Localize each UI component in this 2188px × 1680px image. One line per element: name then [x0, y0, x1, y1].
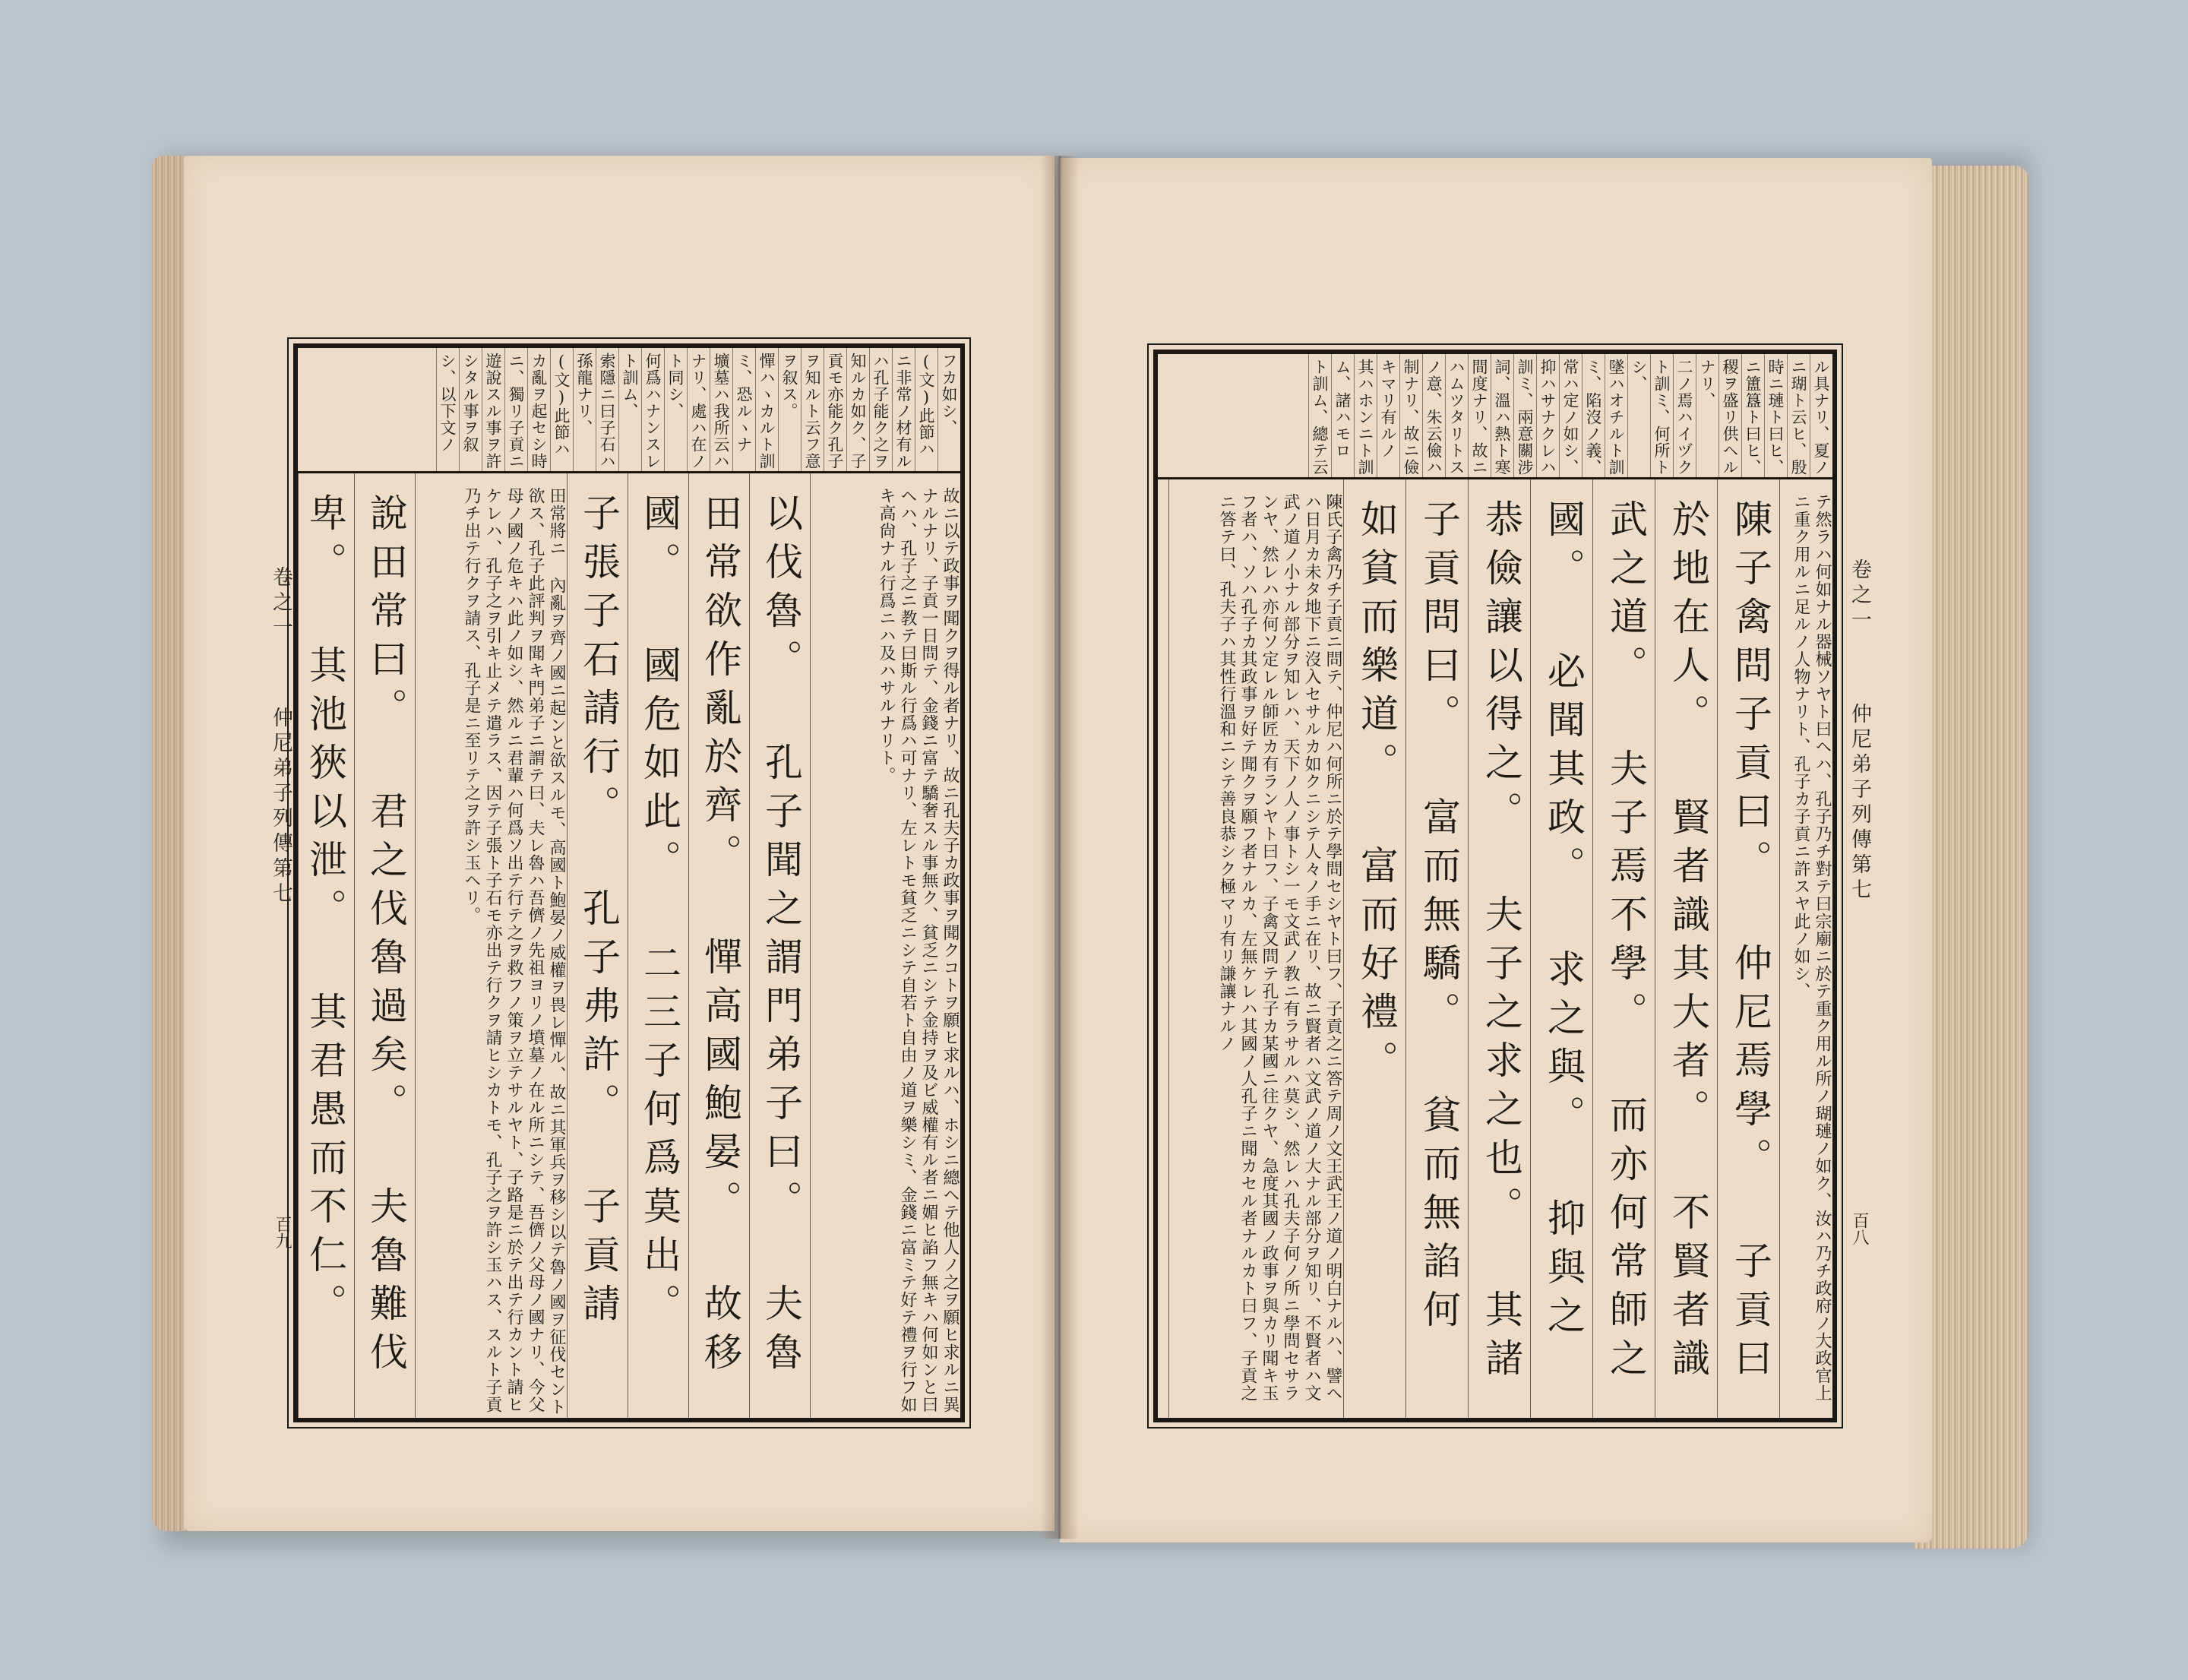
- headnote: ト訓ミ、何所ト: [1650, 354, 1673, 477]
- book-gutter: [1041, 156, 1079, 1539]
- headnote: ト訓ム、總テ云: [1308, 354, 1331, 477]
- headnote: ニ瑚ト云ヒ、殷: [1787, 354, 1810, 477]
- left-margin-title: 仲尼弟子列傳第七: [269, 707, 292, 907]
- headnote: ト訓ム、: [618, 348, 641, 471]
- headnote: ハ孔子能ク之ヲ: [869, 348, 892, 471]
- headnote: 貢モ亦能ク孔子: [824, 348, 846, 471]
- text-column: 以伐魯。 孔子聞之謂門弟子曰。 夫魯: [749, 473, 810, 1418]
- headnote: フカ如シ、: [937, 348, 960, 471]
- commentary-column: 田常將ニ 內亂ヲ齊ノ國ニ起ンと欲スルモ、高國ト鮑晏ノ威權ヲ畏レ憚ル、故ニ其軍兵ヲ移シ以テ魯ノ國ヲ征伐セント欲ス、孔子此評判ヲ聞キ門弟子ニ謂テ曰、夫レ魯ハ吾儕ノ先祖ヨリノ墳墓ノ在ル所ニシテ、吾儕ノ父母ノ國ナリ、今父母ノ國ノ危キハ此ノ如シ、然ルニ君輩ハ何爲ソ出テ行テ之ヲ救フノ策ヲ立テサルヤト、子路是ニ於テ出テ行カント請ヒケレハ、孔子之ヲ引キ止メテ遣ラス、因テ子張ト子石モ亦出テ行クヲ請ヒシカトモ、孔子之ヲ許シ玉ハス、スルト子貢乃チ出テ行クヲ請ス、孔子是ニ至リテ之ヲ許シ玉ヘリ。: [415, 473, 567, 1418]
- headnote: ミ、恐ルヽナ: [732, 348, 755, 471]
- headnote: ニ非常ノ材有ル: [892, 348, 915, 471]
- left-text-frame: [293, 343, 965, 1422]
- text-column: 子貢問曰。 富而無驕。 貧而無諂何: [1405, 479, 1468, 1418]
- text-column: 田常欲作亂於齊。 憚高國鮑晏。 故移: [688, 473, 749, 1418]
- headnote: キマリ有ルノ: [1377, 354, 1399, 477]
- headnote: (文)此節ハ: [915, 348, 937, 471]
- commentary-column: 陳氏子禽乃チ子貢ニ問テ、仲尼ハ何所ニ於テ學問セシヤト曰フ、子貢之ニ答テ周ノ文王武王ノ道ノ明白ナルハ、譬ヘハ日月カ未タ地下ニ沒入セサルカ如クニシテ人々ノ手ニ在リ、故ニ賢者ハ文武ノ道ノ大ナル部分ヲ知リ、不賢者ハ文武ノ道ノ小ナル部分ヲ知レハ、天下ノ人ノ事トシ一モ文武ノ教ニ有ラサルハ莫シ、然レハ孔夫子何ノ所ニ學問セサランヤ、然レハ亦何ソ定レル師匠カ有ランヤト曰フ、子禽又問テ孔子カ某國ニ往クヤ、急度其國ノ政事ヲ與カリ聞キ玉フ者ハ、ソハ孔子カ其政事ヲ好テ聞クヲ願フ者ナルカ、左無ケレハ其國ノ人孔子ニ聞カセル者ナルカト曰フ、子貢之ニ答テ曰、孔夫子ハ其性行溫和ニシテ善良恭シク極マリ有リ謙讓ナルノ: [1168, 479, 1343, 1418]
- headnote: ニ、獨リ子貢ニ: [504, 348, 527, 471]
- headnote: ノ意、朱云儉ハ: [1422, 354, 1445, 477]
- text-column: 國。 國危如此。 二三子何爲莫出。: [628, 473, 688, 1418]
- left-body: [298, 473, 960, 1418]
- text-column: 陳子禽問子貢曰。 仲尼焉學。 子貢曰: [1717, 479, 1779, 1418]
- headnote: 稷ヲ盛リ供ヘル: [1718, 354, 1741, 477]
- headnote: ハムツタリトス: [1445, 354, 1468, 477]
- headnote: ト同シ、: [664, 348, 687, 471]
- text-column: 如貧而樂道。 富而好禮。: [1343, 479, 1405, 1418]
- text-column: 國。 必聞其政。 求之與。 抑與之: [1530, 479, 1592, 1418]
- headnote: ヲ知ルト云フ意: [801, 348, 824, 471]
- headnote: 孫龍ナリ、: [573, 348, 596, 471]
- headnote: 壙墓ハ我所云ハ: [710, 348, 732, 471]
- left-page-number: 百九: [273, 1216, 292, 1249]
- headnote: 墜ハオチルト訓: [1605, 354, 1627, 477]
- right-page-number: 百八: [1850, 1212, 1869, 1245]
- headnote: ヲ叙ス。: [778, 348, 801, 471]
- text-column: 子張子石請行。 孔子弗許。 子貢請: [567, 473, 628, 1418]
- headnote: 知ルカ如ク、子: [846, 348, 869, 471]
- text-column: 說田常曰。 君之伐魯過矣。 夫魯難伐: [354, 473, 415, 1418]
- commentary-column: 故ニ以テ政事ヲ聞クヲ得ル者ナリ、故ニ孔夫子カ政事ヲ聞クコトヲ願ヒ求ルハ、ホシニ總ヘテ他人ノ之ヲ願ヒ求ルニ異ナルナリ、子貢一日問テ、金錢ニ富テ驕奢スル事無ク、貧乏ニシテ金持ヲ及ビ威權有ル者ニ媚ヒ諂フ無キハ何如ンと曰ヘハ、孔子之ニ教テ曰斯ル行爲ハ可ナリ、左レトモ貧乏ニシテ自若ト自由ノ道ヲ樂シミ、金錢ニ富ミテ好テ禮ヲ行フ如キ高尙ナル行爲ニハ及ハサルナリト。: [810, 473, 960, 1418]
- right-margin-volume: 卷之一: [1848, 558, 1871, 634]
- headnote: ム、諸ハモロ: [1331, 354, 1354, 477]
- headnote: (文)此節ハ: [550, 348, 573, 471]
- headnote: 憚ハヽカルト訓: [755, 348, 778, 471]
- text-column: 卑。 其池狹以泄。 其君愚而不仁。: [298, 473, 354, 1418]
- left-margin-volume: 卷之一: [269, 566, 292, 641]
- right-headnotes: [1158, 354, 1832, 479]
- right-text-frame: [1153, 350, 1837, 1422]
- headnote: 制ナリ、故ニ儉: [1399, 354, 1422, 477]
- headnote: カ亂ヲ起セシ時: [527, 348, 550, 471]
- headnote: シ、: [1627, 354, 1650, 477]
- headnote: ル具ナリ、夏ノ: [1810, 354, 1832, 477]
- headnote: 時ニ璉ト曰ヒ、: [1764, 354, 1787, 477]
- headnote: ミ、陷沒ノ義、: [1582, 354, 1605, 477]
- left-headnotes: [298, 348, 960, 473]
- headnote: 其ハホンニト訓: [1354, 354, 1377, 477]
- text-column: 恭儉讓以得之。 夫子之求之也。 其諸: [1468, 479, 1530, 1418]
- headnote: 索隱ニ曰子石ハ: [596, 348, 618, 471]
- headnote: ナリ、: [1696, 354, 1718, 477]
- headnote: 抑ハサナクレハ: [1536, 354, 1559, 477]
- right-margin-title: 仲尼弟子列傳第七: [1848, 703, 1871, 903]
- text-column: 武之道。 夫子焉不學。 而亦何常師之: [1592, 479, 1655, 1418]
- headnote: 詞、溫ハ熱ト寒: [1491, 354, 1513, 477]
- commentary-column: テ然ラハ何如ナル器械ソヤト曰ヘハ、孔子乃チ對テ曰宗廟ニ於テ重ク用ル所ノ瑚璉ノ如ク、汝ハ乃チ政府ノ大政官上ニ重ク用ルニ足ルノ人物ナリト、孔子カ子貢ニ許スヤ此ノ如シ、: [1779, 479, 1832, 1418]
- page-edge-left: [152, 156, 188, 1531]
- headnote: シ、以下文ノ: [436, 348, 459, 471]
- headnote: 遊說スル事ヲ許: [482, 348, 504, 471]
- headnote: 常ハ定ノ如シ、: [1559, 354, 1582, 477]
- right-body: [1158, 479, 1832, 1418]
- headnote: 二ノ焉ハイヅク: [1673, 354, 1696, 477]
- headnote: ニ簠簋ト曰ヒ、: [1741, 354, 1764, 477]
- headnote: 訓ミ、兩意關涉: [1513, 354, 1536, 477]
- headnote: ナリ、處ハ在ノ: [687, 348, 710, 471]
- headnote: 間度ナリ、故ニ: [1468, 354, 1491, 477]
- text-column: 於地在人。 賢者識其大者。 不賢者識: [1655, 479, 1717, 1418]
- headnote: シタル事ヲ叙: [459, 348, 482, 471]
- headnote: 何爲ハナンスレ: [641, 348, 664, 471]
